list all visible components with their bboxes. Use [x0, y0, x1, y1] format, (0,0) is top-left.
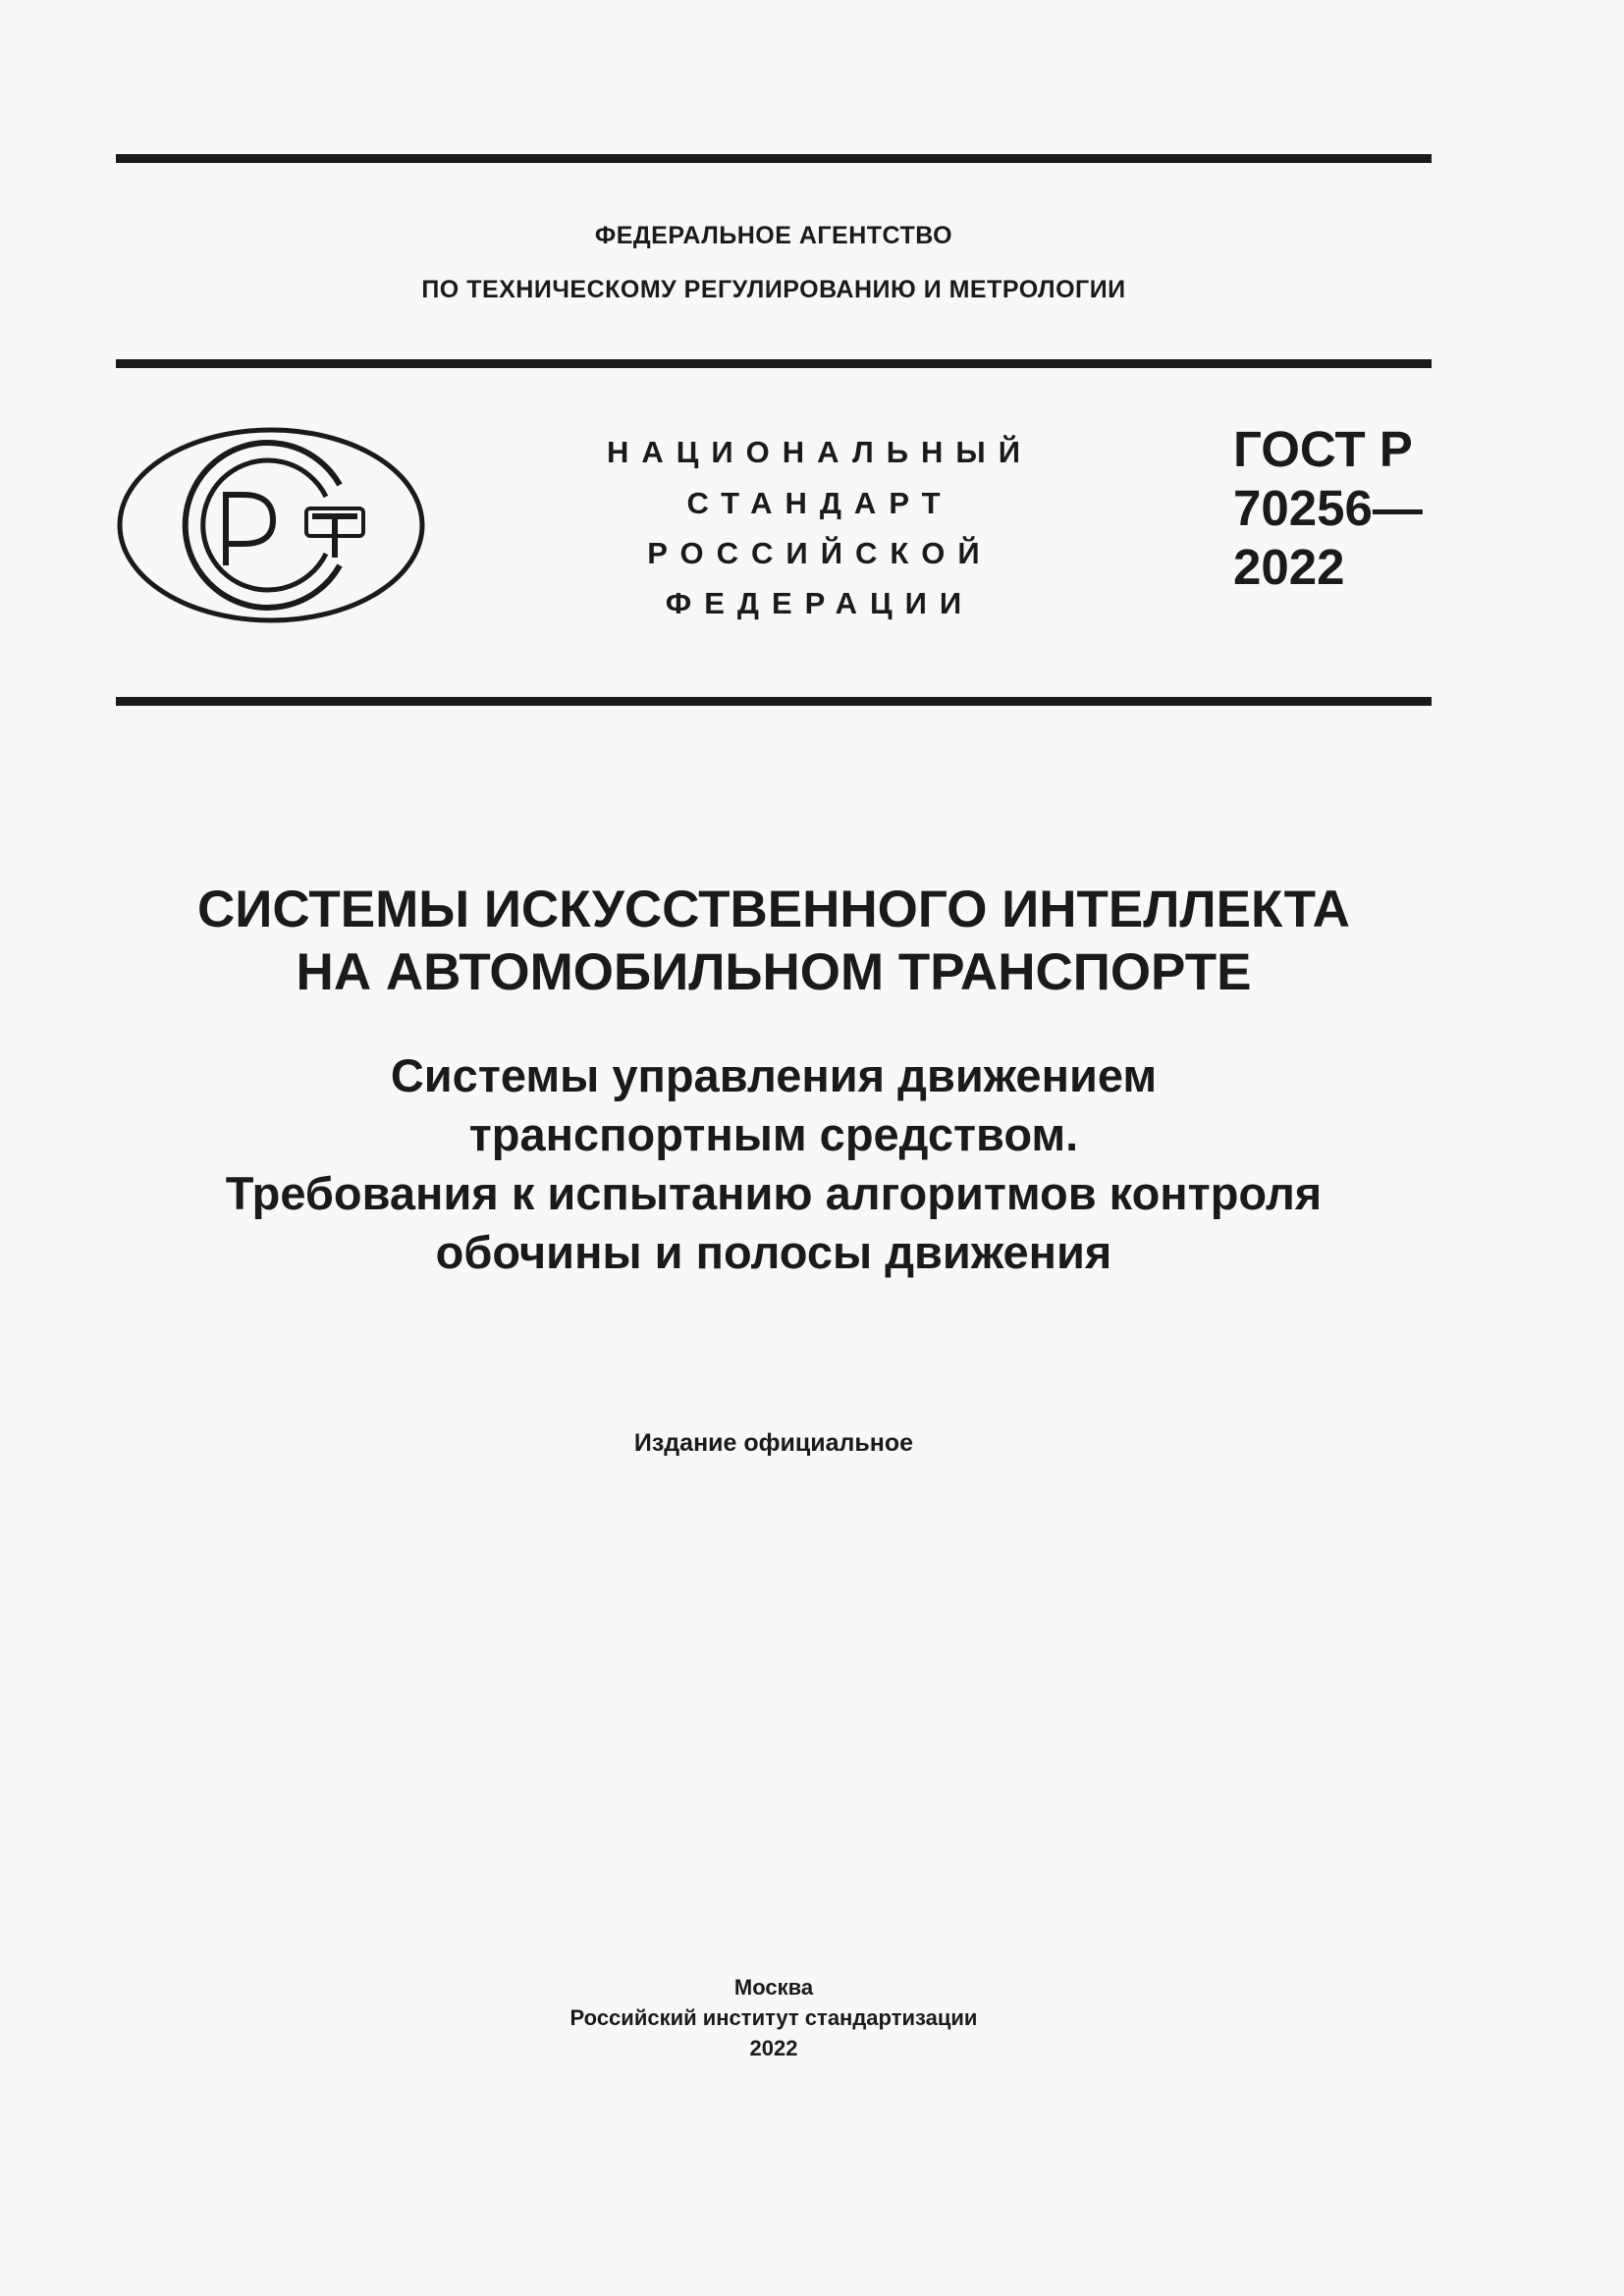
top-rule [116, 154, 1432, 163]
designation-line-3: 2022 [1233, 539, 1345, 595]
agency-line-2: ПО ТЕХНИЧЕСКОМУ РЕГУЛИРОВАНИЮ И МЕТРОЛОГИИ [421, 276, 1126, 303]
imprint-year: 2022 [749, 2036, 798, 2060]
agency-line-1: ФЕДЕРАЛЬНОЕ АГЕНТСТВО [594, 222, 953, 249]
document-subtitle-line-2: транспортным средством. [468, 1108, 1079, 1160]
edition-label: Издание официальное [633, 1429, 914, 1457]
document-title-line-2: НА АВТОМОБИЛЬНОМ ТРАНСПОРТЕ [296, 943, 1252, 1001]
agency-bottom-rule [116, 359, 1432, 368]
document-subtitle-line-4: обочины и полосы движения [435, 1226, 1112, 1278]
national-standard-line-1: НАЦИОНАЛЬНЫЙ [606, 435, 1034, 469]
document-subtitle-line-1: Системы управления движением [390, 1049, 1158, 1101]
document-title-line-1: СИСТЕМЫ ИСКУССТВЕННОГО ИНТЕЛЛЕКТА [197, 881, 1350, 938]
imprint-city: Москва [733, 1975, 814, 2000]
imprint-publisher: Российский институт стандартизации [569, 2005, 978, 2030]
national-standard-line-3: РОССИЙСКОЙ [647, 536, 993, 570]
national-standard-line-4: ФЕДЕРАЦИИ [665, 586, 975, 620]
designation-line-2: 70256— [1233, 480, 1423, 536]
document-subtitle-line-3: Требования к испытанию алгоритмов контроля [225, 1167, 1323, 1219]
header-bottom-rule [116, 697, 1432, 706]
standard-designation [1233, 420, 1423, 597]
national-standard-line-2: СТАНДАРТ [686, 486, 953, 520]
designation-line-1: ГОСТ Р [1233, 421, 1413, 477]
rst-mark-logo [116, 426, 426, 624]
